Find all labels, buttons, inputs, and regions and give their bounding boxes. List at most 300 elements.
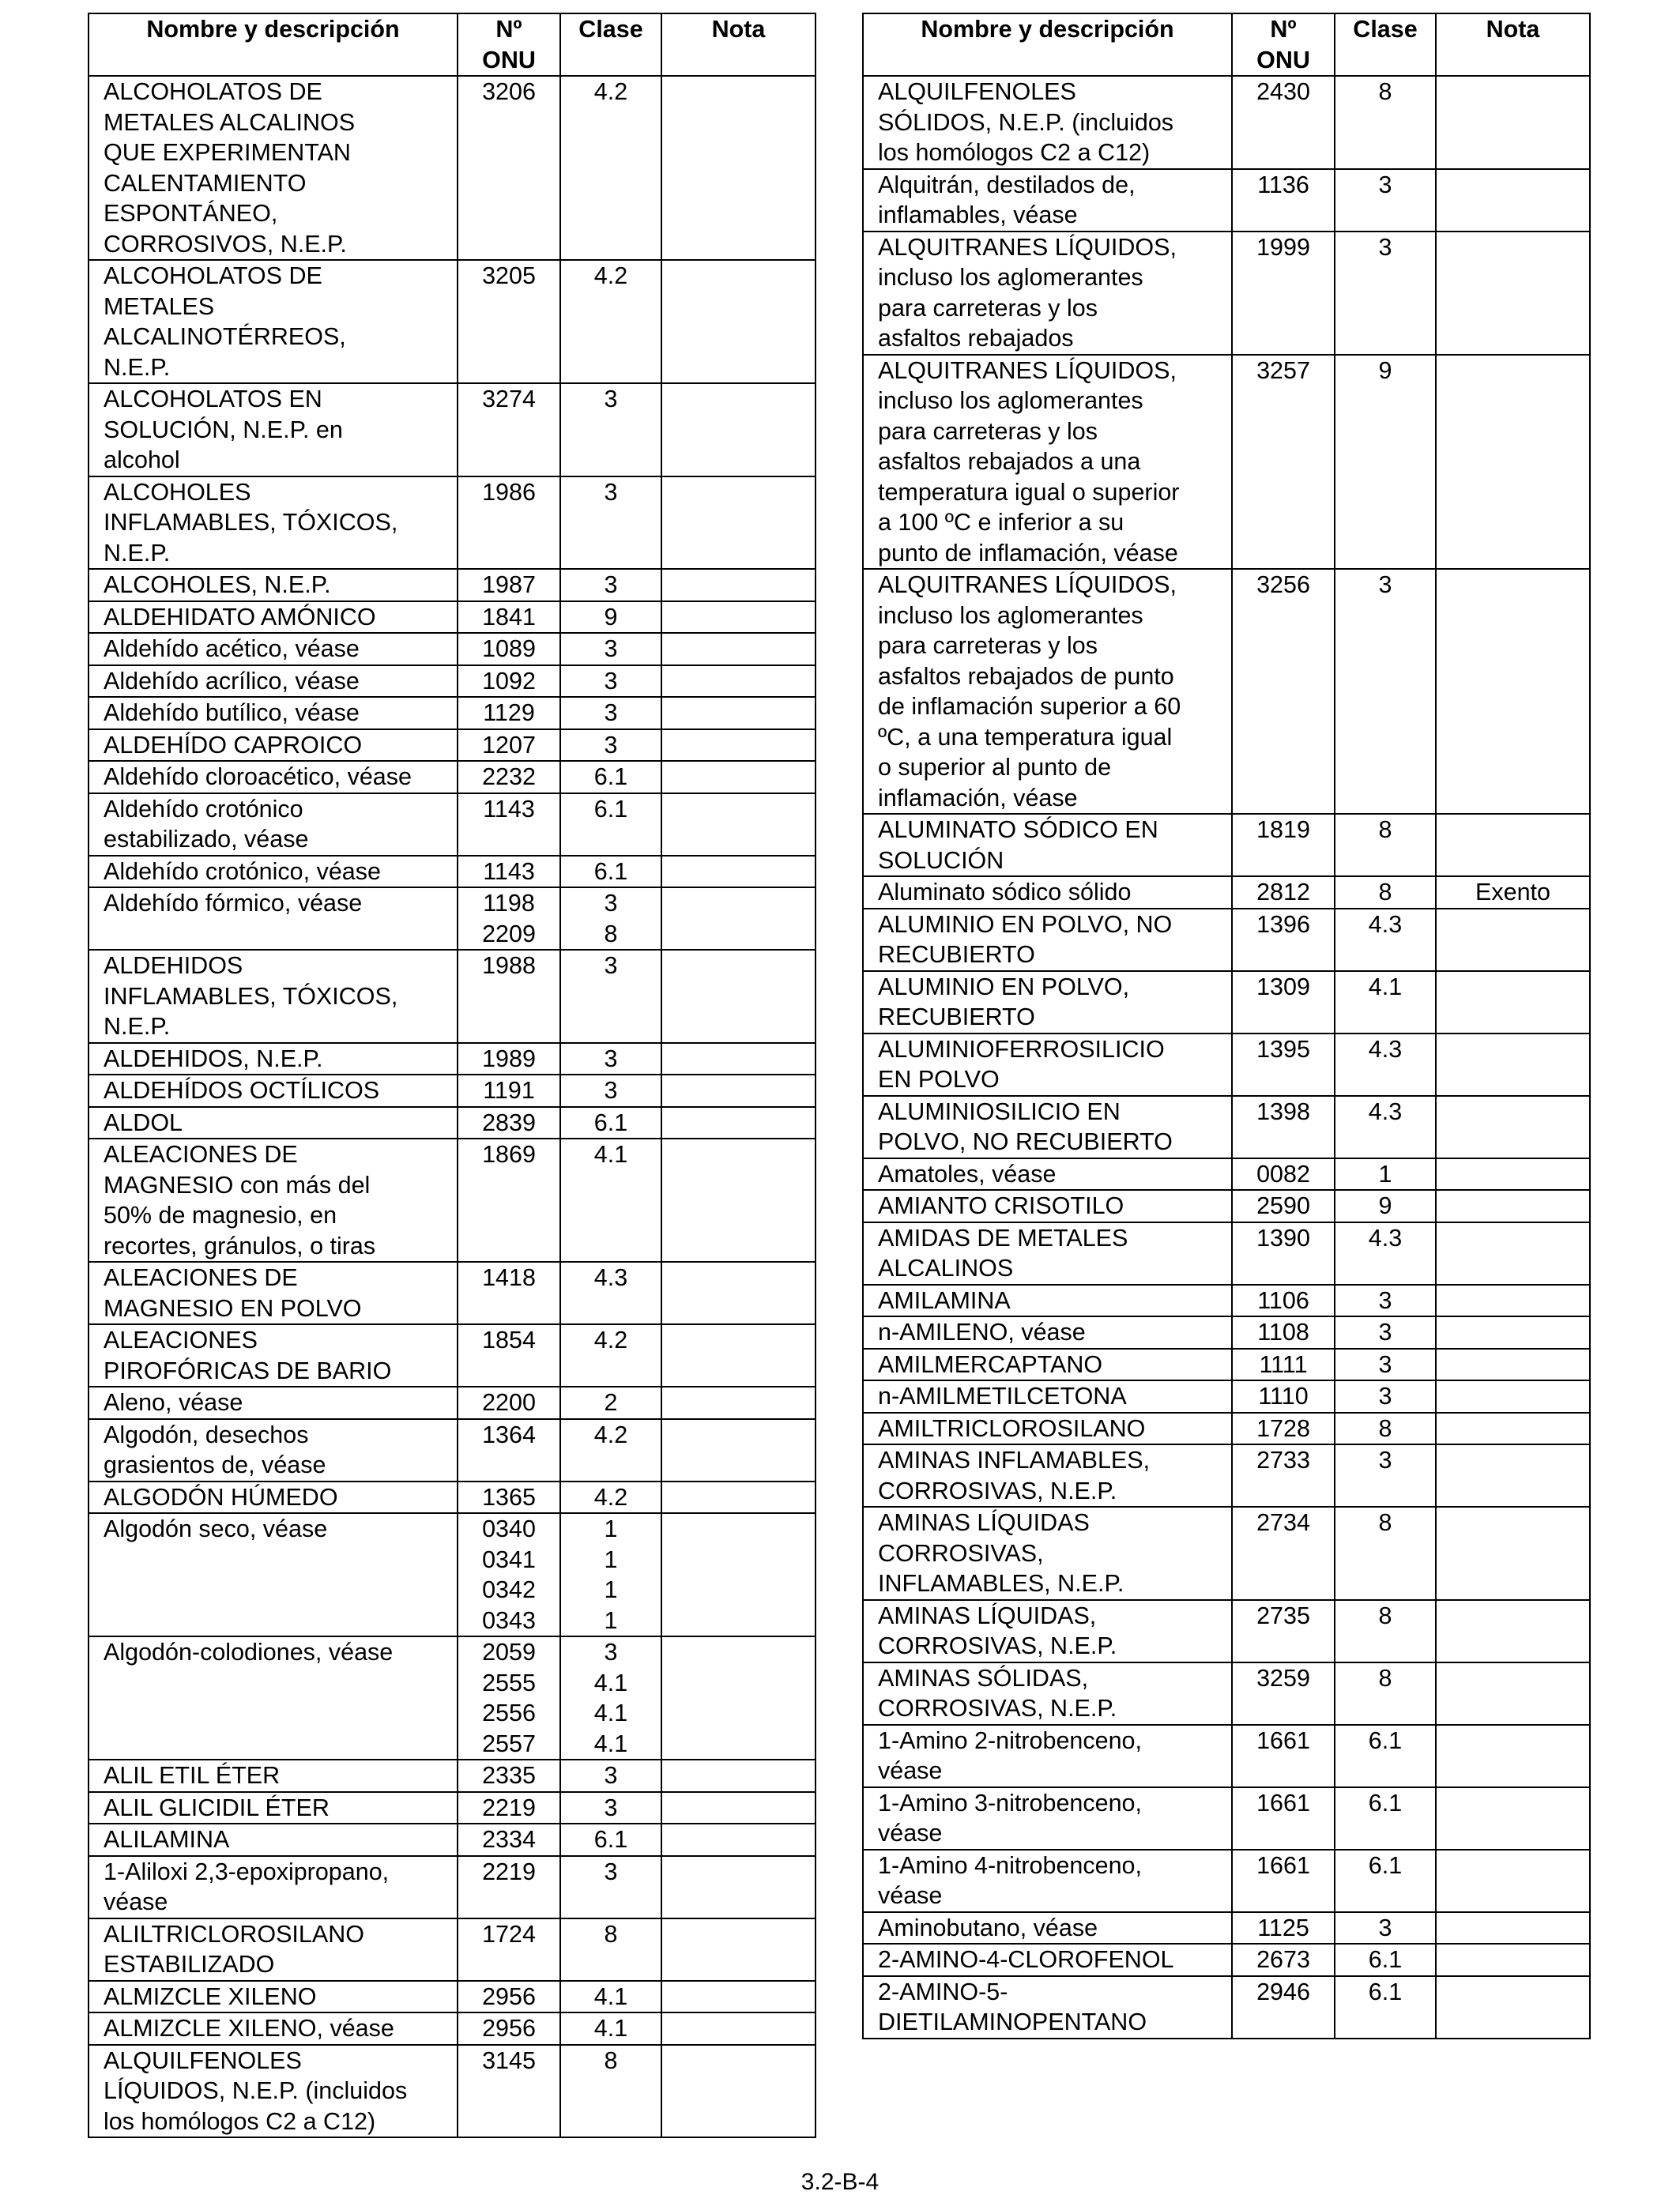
header-class: Clase — [1335, 13, 1436, 76]
cell-un-number: 2334 — [458, 1824, 560, 1856]
table-row — [89, 729, 816, 762]
cell-class: 4.3 — [560, 1262, 661, 1324]
cell-un-number: 1108 — [1232, 1316, 1335, 1349]
cell-un-number: 1089 — [458, 633, 560, 665]
cell-class: 3 — [1335, 1316, 1436, 1349]
cell-name: AMINAS LÍQUIDAS CORROSIVAS, INFLAMABLES, N.E.P. — [863, 1507, 1232, 1600]
cell-name: ALUMINIO EN POLVO, RECUBIERTO — [863, 971, 1232, 1033]
table-row — [863, 1380, 1590, 1413]
cell-class: 4.3 — [1335, 909, 1436, 971]
cell-class: 3 4.1 4.1 4.1 — [560, 1636, 661, 1760]
cell-note — [661, 476, 816, 570]
cell-un-number: 2956 — [458, 1981, 560, 2013]
cell-un-number: 1728 — [1232, 1413, 1335, 1445]
cell-un-number: 3205 — [458, 260, 560, 383]
cell-note — [661, 76, 816, 260]
cell-note — [1436, 1158, 1590, 1191]
table-row — [863, 971, 1590, 1033]
cell-un-number: 2219 — [458, 1856, 560, 1918]
table-row — [89, 476, 816, 570]
table-row — [863, 1096, 1590, 1158]
cell-note — [1436, 814, 1590, 876]
cell-name: Aldehído cloroacético, véase — [89, 761, 458, 793]
cell-un-number: 1989 — [458, 1043, 560, 1075]
table-row — [863, 1944, 1590, 1976]
cell-name: AMILMERCAPTANO — [863, 1349, 1232, 1381]
table-row — [89, 260, 816, 383]
cell-class: 1 — [1335, 1158, 1436, 1191]
cell-un-number: 1987 — [458, 569, 560, 601]
cell-note — [661, 633, 816, 665]
page-number: 3.2-B-4 — [800, 2169, 880, 2195]
cell-note — [661, 1075, 816, 1107]
cell-un-number: 1661 — [1232, 1725, 1335, 1787]
header-un-number: Nº ONU — [1232, 13, 1335, 76]
table-row — [89, 887, 816, 950]
table-row — [863, 1850, 1590, 1912]
cell-class: 6.1 — [560, 761, 661, 793]
cell-class: 3 — [1335, 569, 1436, 814]
table-row — [863, 1190, 1590, 1222]
table-row — [863, 355, 1590, 570]
cell-note — [661, 1824, 816, 1856]
cell-class: 9 — [560, 601, 661, 634]
cell-class: 6.1 — [560, 1107, 661, 1139]
header-class: Clase — [560, 13, 661, 76]
table-row — [89, 2045, 816, 2138]
cell-class: 4.3 — [1335, 1096, 1436, 1158]
cell-class: 3 — [1335, 1349, 1436, 1381]
cell-note — [1436, 1600, 1590, 1662]
cell-name: n-AMILMETILCETONA — [863, 1380, 1232, 1413]
cell-note — [661, 1792, 816, 1824]
cell-name: Aluminato sódico sólido — [863, 876, 1232, 909]
cell-name: ALDEHIDOS INFLAMABLES, TÓXICOS, N.E.P. — [89, 950, 458, 1043]
cell-class: 3 — [560, 633, 661, 665]
table-row — [89, 1139, 816, 1262]
cell-name: Algodón, desechos grasientos de, véase — [89, 1419, 458, 1482]
cell-class: 9 — [1335, 1190, 1436, 1222]
cell-class: 4.2 — [560, 1419, 661, 1482]
cell-class: 4.2 — [560, 76, 661, 260]
cell-name: ALDOL — [89, 1107, 458, 1139]
cell-class: 3 — [560, 729, 661, 762]
table-header-row — [89, 13, 816, 76]
cell-un-number: 0340 0341 0342 0343 — [458, 1513, 560, 1636]
cell-name: ALUMINATO SÓDICO EN SOLUCIÓN — [863, 814, 1232, 876]
cell-note — [1436, 1787, 1590, 1850]
cell-name: Aldehído acrílico, véase — [89, 665, 458, 698]
cell-name: ALIL GLICIDIL ÉTER — [89, 1792, 458, 1824]
cell-class: 6.1 — [1335, 1850, 1436, 1912]
table-row — [89, 1981, 816, 2013]
cell-note — [1436, 1976, 1590, 2039]
cell-note — [1436, 1349, 1590, 1381]
table-row — [89, 1043, 816, 1075]
cell-name: Aldehído crotónico, véase — [89, 856, 458, 888]
cell-note — [1436, 1444, 1590, 1507]
header-name: Nombre y descripción — [89, 13, 458, 76]
table-row — [863, 909, 1590, 971]
cell-note: Exento — [1436, 876, 1590, 909]
cell-class: 3 — [560, 383, 661, 476]
cell-un-number: 1986 — [458, 476, 560, 570]
cell-name: AMILTRICLOROSILANO — [863, 1413, 1232, 1445]
cell-un-number: 3145 — [458, 2045, 560, 2138]
cell-note — [1436, 1507, 1590, 1600]
cell-note — [661, 697, 816, 729]
cell-note — [1436, 232, 1590, 355]
cell-name: ALILAMINA — [89, 1824, 458, 1856]
table-row — [89, 1324, 816, 1387]
cell-name: ALEACIONES DE MAGNESIO EN POLVO — [89, 1262, 458, 1324]
cell-note — [661, 1419, 816, 1482]
cell-un-number: 2946 — [1232, 1976, 1335, 2039]
cell-un-number: 3274 — [458, 383, 560, 476]
cell-note — [1436, 1944, 1590, 1976]
cell-note — [1436, 1222, 1590, 1285]
table-row — [89, 1636, 816, 1760]
cell-name: ALMIZCLE XILENO, véase — [89, 2012, 458, 2045]
table-row — [863, 1912, 1590, 1945]
table-row — [89, 856, 816, 888]
cell-un-number: 1111 — [1232, 1349, 1335, 1381]
cell-class: 8 — [1335, 1413, 1436, 1445]
cell-name: ALCOHOLATOS EN SOLUCIÓN, N.E.P. en alcohol — [89, 383, 458, 476]
table-row — [89, 601, 816, 634]
cell-note — [661, 1387, 816, 1419]
table-row — [89, 569, 816, 601]
table-header-row — [863, 13, 1590, 76]
cell-un-number: 1661 — [1232, 1850, 1335, 1912]
cell-name: AMIDAS DE METALES ALCALINOS — [863, 1222, 1232, 1285]
cell-un-number: 1396 — [1232, 909, 1335, 971]
table-row — [863, 1285, 1590, 1317]
cell-un-number: 2232 — [458, 761, 560, 793]
cell-name: ALUMINIOSILICIO EN POLVO, NO RECUBIERTO — [863, 1096, 1232, 1158]
table-row — [89, 1482, 816, 1514]
cell-name: ALDEHIDOS, N.E.P. — [89, 1043, 458, 1075]
cell-name: Algodón seco, véase — [89, 1513, 458, 1636]
table-row — [89, 665, 816, 698]
cell-class: 8 — [560, 1918, 661, 1981]
cell-name: ALIL ETIL ÉTER — [89, 1760, 458, 1792]
table-row — [89, 1760, 816, 1792]
cell-note — [661, 1918, 816, 1981]
cell-name: 2-AMINO-5- DIETILAMINOPENTANO — [863, 1976, 1232, 2039]
cell-un-number: 1125 — [1232, 1912, 1335, 1945]
cell-note — [661, 1513, 816, 1636]
table-row — [89, 697, 816, 729]
cell-note — [661, 260, 816, 383]
cell-note — [661, 1482, 816, 1514]
cell-un-number: 1724 — [458, 1918, 560, 1981]
cell-class: 3 — [560, 950, 661, 1043]
cell-note — [1436, 1096, 1590, 1158]
cell-un-number: 1129 — [458, 697, 560, 729]
cell-note — [661, 1262, 816, 1324]
cell-un-number: 3256 — [1232, 569, 1335, 814]
table-row — [863, 569, 1590, 814]
cell-name: ALDEHIDATO AMÓNICO — [89, 601, 458, 634]
table-row — [863, 1033, 1590, 1096]
cell-name: AMINAS LÍQUIDAS, CORROSIVAS, N.E.P. — [863, 1600, 1232, 1662]
cell-name: Aldehído acético, véase — [89, 633, 458, 665]
cell-note — [1436, 1413, 1590, 1445]
table-row — [89, 950, 816, 1043]
cell-class: 3 — [560, 1856, 661, 1918]
cell-name: ALCOHOLES, N.E.P. — [89, 569, 458, 601]
cell-class: 6.1 — [560, 1824, 661, 1856]
cell-class: 8 — [560, 2045, 661, 2138]
table-row — [863, 1349, 1590, 1381]
cell-class: 9 — [1335, 355, 1436, 570]
cell-name: ALCOHOLES INFLAMABLES, TÓXICOS, N.E.P. — [89, 476, 458, 570]
table-row — [89, 1387, 816, 1419]
table-row — [89, 383, 816, 476]
cell-note — [1436, 569, 1590, 814]
cell-class: 3 — [1335, 1285, 1436, 1317]
table-row — [89, 1075, 816, 1107]
cell-name: ALCOHOLATOS DE METALES ALCALINOTÉRREOS, N.E.P. — [89, 260, 458, 383]
cell-name: ALCOHOLATOS DE METALES ALCALINOS QUE EXPERIMENTAN CALENTAMIENTO ESPONTÁNEO, CORROSIVOS, N.E.P. — [89, 76, 458, 260]
cell-class: 8 — [1335, 814, 1436, 876]
cell-name: AMINAS SÓLIDAS, CORROSIVAS, N.E.P. — [863, 1662, 1232, 1725]
cell-class: 4.1 — [560, 1981, 661, 2013]
table-row — [89, 2012, 816, 2045]
cell-un-number: 1819 — [1232, 814, 1335, 876]
cell-un-number: 3206 — [458, 76, 560, 260]
cell-note — [661, 887, 816, 950]
header-note: Nota — [661, 13, 816, 76]
cell-note — [661, 601, 816, 634]
cell-note — [1436, 1380, 1590, 1413]
cell-class: 3 — [560, 1075, 661, 1107]
cell-class: 3 — [560, 1760, 661, 1792]
table-row — [863, 1787, 1590, 1850]
cell-class: 3 — [560, 476, 661, 570]
table-row — [89, 761, 816, 793]
cell-name: Amatoles, véase — [863, 1158, 1232, 1191]
cell-class: 3 — [560, 1792, 661, 1824]
table-row — [89, 1513, 816, 1636]
table-row — [863, 1976, 1590, 2039]
table-row — [863, 1725, 1590, 1787]
cell-name: 1-Amino 4-nitrobenceno, véase — [863, 1850, 1232, 1912]
cell-un-number: 1143 — [458, 793, 560, 856]
cell-name: ALEACIONES DE MAGNESIO con más del 50% de magnesio, en recortes, gránulos, o tiras — [89, 1139, 458, 1262]
table-row — [863, 1444, 1590, 1507]
cell-name: ALQUILFENOLES SÓLIDOS, N.E.P. (incluidos los homólogos C2 a C12) — [863, 76, 1232, 169]
cell-name: 1-Amino 3-nitrobenceno, véase — [863, 1787, 1232, 1850]
cell-note — [661, 950, 816, 1043]
cell-un-number: 2219 — [458, 1792, 560, 1824]
table-row — [863, 876, 1590, 909]
table-row — [89, 1107, 816, 1139]
cell-note — [1436, 169, 1590, 232]
table-row — [863, 1158, 1590, 1191]
cell-un-number: 1092 — [458, 665, 560, 698]
cell-name: 2-AMINO-4-CLOROFENOL — [863, 1944, 1232, 1976]
cell-note — [661, 761, 816, 793]
cell-un-number: 1136 — [1232, 169, 1335, 232]
cell-un-number: 1999 — [1232, 232, 1335, 355]
cell-name: AMINAS INFLAMABLES, CORROSIVAS, N.E.P. — [863, 1444, 1232, 1507]
cell-name: Aleno, véase — [89, 1387, 458, 1419]
cell-class: 1 1 1 1 — [560, 1513, 661, 1636]
cell-note — [1436, 1662, 1590, 1725]
cell-class: 4.1 — [560, 2012, 661, 2045]
table-row — [863, 1413, 1590, 1445]
cell-un-number: 1365 — [458, 1482, 560, 1514]
cell-class: 6.1 — [1335, 1725, 1436, 1787]
cell-name: ALDEHÍDOS OCTÍLICOS — [89, 1075, 458, 1107]
cell-name: ALUMINIOFERROSILICIO EN POLVO — [863, 1033, 1232, 1096]
cell-name: ALQUITRANES LÍQUIDOS, incluso los aglomerantes para carreteras y los asfaltos rebajados a una temperatura igual o superior a 100 ºC e inferior a su punto de inflamación, véase — [863, 355, 1232, 570]
cell-un-number: 1207 — [458, 729, 560, 762]
table-row — [89, 1262, 816, 1324]
cell-note — [1436, 355, 1590, 570]
cell-class: 4.3 — [1335, 1222, 1436, 1285]
cell-note — [1436, 1850, 1590, 1912]
cell-note — [661, 793, 816, 856]
table-row — [863, 76, 1590, 169]
cell-note — [1436, 1285, 1590, 1317]
cell-name: Aminobutano, véase — [863, 1912, 1232, 1945]
cell-un-number: 1110 — [1232, 1380, 1335, 1413]
cell-un-number: 1418 — [458, 1262, 560, 1324]
table-row — [863, 1600, 1590, 1662]
cell-name: ALQUITRANES LÍQUIDOS, incluso los aglomerantes para carreteras y los asfaltos rebajados de punto de inflamación superior a 60 ºC, a una temperatura igual o superior al punto de inflamación, véase — [863, 569, 1232, 814]
cell-un-number: 2059 2555 2556 2557 — [458, 1636, 560, 1760]
cell-un-number: 2733 — [1232, 1444, 1335, 1507]
cell-note — [1436, 909, 1590, 971]
header-un-number: Nº ONU — [458, 13, 560, 76]
cell-class: 3 — [560, 665, 661, 698]
cell-class: 6.1 — [1335, 1976, 1436, 2039]
cell-class: 2 — [560, 1387, 661, 1419]
cell-class: 8 — [1335, 876, 1436, 909]
cell-note — [1436, 1190, 1590, 1222]
cell-un-number: 1988 — [458, 950, 560, 1043]
table-row — [863, 1507, 1590, 1600]
cell-name: ALEACIONES PIROFÓRICAS DE BARIO — [89, 1324, 458, 1387]
cell-class: 4.2 — [560, 1324, 661, 1387]
cell-un-number: 2430 — [1232, 76, 1335, 169]
goods-table-left — [88, 13, 816, 2138]
cell-class: 4.1 — [1335, 971, 1436, 1033]
cell-name: ALQUILFENOLES LÍQUIDOS, N.E.P. (incluidos los homólogos C2 a C12) — [89, 2045, 458, 2138]
table-row — [89, 633, 816, 665]
cell-note — [661, 1324, 816, 1387]
table-row — [89, 1918, 816, 1981]
table-row — [89, 1792, 816, 1824]
cell-un-number: 1854 — [458, 1324, 560, 1387]
cell-class: 3 — [1335, 169, 1436, 232]
cell-un-number: 1869 — [458, 1139, 560, 1262]
cell-un-number: 3257 — [1232, 355, 1335, 570]
cell-class: 3 — [1335, 1912, 1436, 1945]
cell-class: 6.1 — [560, 856, 661, 888]
cell-name: 1-Aliloxi 2,3-epoxipropano, véase — [89, 1856, 458, 1918]
cell-un-number: 1191 — [458, 1075, 560, 1107]
table-row — [863, 814, 1590, 876]
cell-un-number: 2734 — [1232, 1507, 1335, 1600]
cell-name: ALILTRICLOROSILANO ESTABILIZADO — [89, 1918, 458, 1981]
cell-class: 3 — [560, 1043, 661, 1075]
goods-table-right — [862, 13, 1591, 2039]
cell-note — [661, 383, 816, 476]
cell-name: Algodón-colodiones, véase — [89, 1636, 458, 1760]
cell-un-number: 0082 — [1232, 1158, 1335, 1191]
cell-note — [661, 2045, 816, 2138]
table-row — [89, 1824, 816, 1856]
header-note: Nota — [1436, 13, 1590, 76]
cell-un-number: 2335 — [458, 1760, 560, 1792]
cell-class: 8 — [1335, 1662, 1436, 1725]
cell-name: Aldehído butílico, véase — [89, 697, 458, 729]
cell-class: 6.1 — [1335, 1787, 1436, 1850]
cell-un-number: 2812 — [1232, 876, 1335, 909]
cell-class: 8 — [1335, 76, 1436, 169]
cell-class: 6.1 — [560, 793, 661, 856]
cell-note — [661, 1139, 816, 1262]
cell-note — [1436, 1912, 1590, 1945]
cell-note — [661, 1981, 816, 2013]
cell-note — [661, 1856, 816, 1918]
header-name: Nombre y descripción — [863, 13, 1232, 76]
cell-un-number: 1143 — [458, 856, 560, 888]
cell-note — [1436, 971, 1590, 1033]
cell-name: AMIANTO CRISOTILO — [863, 1190, 1232, 1222]
cell-name: Aldehído crotónico estabilizado, véase — [89, 793, 458, 856]
cell-class: 4.2 — [560, 260, 661, 383]
cell-un-number: 2590 — [1232, 1190, 1335, 1222]
cell-un-number: 1398 — [1232, 1096, 1335, 1158]
table-row — [863, 1316, 1590, 1349]
cell-un-number: 2735 — [1232, 1600, 1335, 1662]
cell-class: 3 — [1335, 1444, 1436, 1507]
cell-class: 3 — [1335, 1380, 1436, 1413]
cell-note — [661, 665, 816, 698]
cell-un-number: 1106 — [1232, 1285, 1335, 1317]
cell-class: 3 8 — [560, 887, 661, 950]
cell-note — [1436, 1316, 1590, 1349]
cell-class: 4.3 — [1335, 1033, 1436, 1096]
cell-name: ALQUITRANES LÍQUIDOS, incluso los aglomerantes para carreteras y los asfaltos rebajados — [863, 232, 1232, 355]
cell-name: ALDEHÍDO CAPROICO — [89, 729, 458, 762]
table-row — [863, 232, 1590, 355]
cell-name: Aldehído fórmico, véase — [89, 887, 458, 950]
cell-un-number: 1841 — [458, 601, 560, 634]
cell-class: 8 — [1335, 1600, 1436, 1662]
table-row — [89, 1856, 816, 1918]
table-row — [863, 1222, 1590, 1285]
cell-un-number: 1364 — [458, 1419, 560, 1482]
cell-un-number: 1390 — [1232, 1222, 1335, 1285]
table-row — [89, 76, 816, 260]
table-row — [863, 1662, 1590, 1725]
cell-note — [1436, 76, 1590, 169]
cell-note — [661, 1043, 816, 1075]
cell-class: 3 — [560, 569, 661, 601]
cell-class: 3 — [1335, 232, 1436, 355]
cell-name: Alquitrán, destilados de, inflamables, véase — [863, 169, 1232, 232]
cell-note — [661, 1636, 816, 1760]
cell-note — [661, 2012, 816, 2045]
cell-note — [661, 1760, 816, 1792]
cell-class: 6.1 — [1335, 1944, 1436, 1976]
